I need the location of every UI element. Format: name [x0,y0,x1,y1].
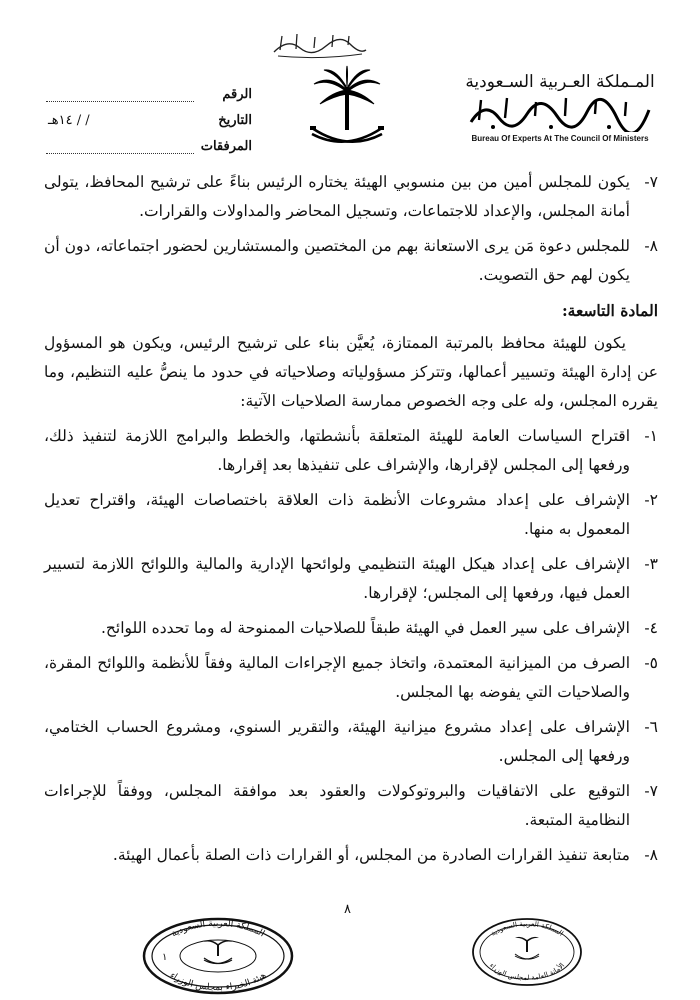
organization-english-name: Bureau Of Experts At The Council Of Ministers [471,134,649,143]
item-text: يكون للمجلس أمين من بين منسوبي الهيئة يختاره الرئيس بناءً على ترشيح المحافظ، يتولى أمانة المجلس، والإعداد للاجتماعات، وتسجيل المحاضر والمداولات والقرارات. [44,173,630,220]
item-number: ٤- [644,619,658,637]
item-number: ٢- [644,491,658,509]
list-item [44,550,658,608]
bureau-calligraphy-logo-icon [465,94,655,132]
seal-right-bottom-text: الأمانة العامة لمجلس الوزراء [487,961,567,983]
item-number: ٧- [644,782,658,800]
date-label: التاريخ [218,113,252,128]
item-number: ٦- [644,718,658,736]
basmala-calligraphy [270,30,370,60]
item-text: للمجلس دعوة مَن يرى الاستعانة بهم من المختصين والمستشارين لحضور اجتماعاته، دون أن يكون لهم حق التصويت. [44,237,630,284]
ref-number-label: الرقم [222,87,252,102]
item-text: الإشراف على سير العمل في الهيئة طبقاً للصلاحيات الممنوحة له وما تحدده اللوائح. [100,619,630,637]
item-text: الإشراف على إعداد مشروعات الأنظمة ذات العلاقة باختصاصات الهيئة، واقتراح تعديل المعمول به منها. [44,491,630,538]
list-item [44,422,658,480]
reference-fields [42,76,252,154]
item-text: الإشراف على إعداد هيكل الهيئة التنظيمي ولوائحها الإدارية والمالية واللوائح اللازمة لتسيير العمل فيها، ورفعها إلى المجلس؛ لإقرارها. [44,555,630,602]
item-number: ٧- [644,173,658,191]
item-number: ٨- [644,846,658,864]
ref-number-line [46,87,194,102]
page-number: ٨ [344,902,351,917]
list-item [44,777,658,835]
attachments-line [46,139,194,154]
bureau-seal-icon [140,916,296,996]
kingdom-name: المـملكة العـربية السـعودية [465,72,655,92]
item-text: اقتراح السياسات العامة للهيئة المتعلقة بأنشطتها، والخطط والبرامج اللازمة لتنفيذ ذلك، ورفعها إلى المجلس لإقرارها، والإشراف على تنفيذها بعد إقرارها. [44,427,630,474]
item-text: متابعة تنفيذ القرارات الصادرة من المجلس، أو القرارات ذات الصلة بأعمال الهيئة. [112,846,630,864]
svg-text:الأمانة العامة لمجلس الوزراء [488,962,567,982]
list-item [44,168,658,226]
item-number: ٨- [644,237,658,255]
item-number: ٣- [644,555,658,573]
attachments-row [42,128,252,154]
list-item [44,486,658,544]
ref-number-row [42,76,252,102]
seal-left-top-text: المملكة العربية السعودية [170,918,267,940]
palm-swords-emblem-icon [306,64,388,154]
list-item [44,713,658,771]
list-item [44,649,658,707]
seal-left-number: ١ [162,952,168,963]
date-value: / / ١٤هـ [48,113,90,128]
item-text: الصرف من الميزانية المعتمدة، واتخاذ جميع الإجراءات المالية وفقاً للأنظمة واللوائح المقرة، والصلاحيات التي يفوضه بها المجلس. [44,654,630,701]
attachments-label: المرفقات [200,139,252,154]
article-heading: المادة التاسعة: [561,301,658,320]
article-intro: يكون للهيئة محافظ بالمرتبة الممتازة، يُعيَّن بناء على ترشيح الرئيس، ويكون هو المسؤول عن إدارة الهيئة وتسيير أعمالها، وتتركز مسؤولياته وصلاحياته في حدود ما ينصُّ عليه التنظيم، وما يقرره المجلس، وله على وجه الخصوص ممارسة الصلاحيات الآتية: [44,334,658,410]
item-number: ١- [644,427,658,445]
seal-left-bottom-text: هيئة الخبراء بمجلس الوزراء [167,970,269,994]
item-number: ٥- [644,654,658,672]
item-text: الإشراف على إعداد مشروع ميزانية الهيئة، والتقرير السنوي، ومشروع الحساب الختامي، ورفعها إلى المجلس. [44,718,630,765]
document-body [44,168,658,876]
item-text: التوقيع على الاتفاقيات والبروتوكولات والعقود بعد موافقة المجلس، ووفقاً للإجراءات النظامية المتبعة. [44,782,630,829]
date-row [42,102,252,128]
organization-block [460,72,660,143]
list-item [44,232,658,290]
list-item [44,841,658,870]
seal-right-top-text: المملكة العربية السعودية [489,919,565,938]
list-item [44,614,658,643]
secretariat-seal-icon [470,916,584,988]
